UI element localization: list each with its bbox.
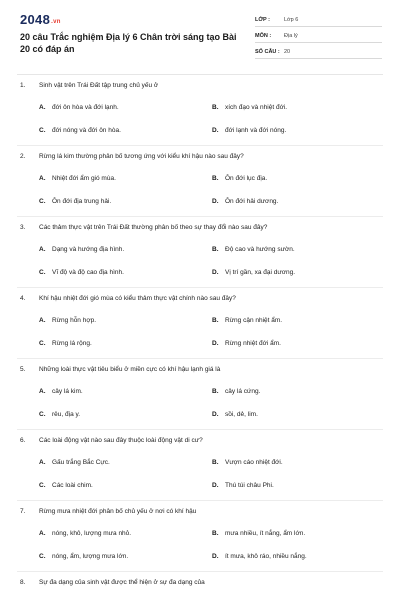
option-b[interactable] [212,388,260,395]
option-letter: D. [212,269,219,276]
option-text: Dạng và hướng địa hình. [52,246,125,253]
meta-grade-key: LỚP : [255,17,270,23]
option-text: ít mưa, khô ráo, nhiều nắng. [225,553,307,560]
meta-subject-value: Địa lý [284,33,298,39]
option-c[interactable] [39,269,124,276]
option-b[interactable] [212,459,283,466]
question-text [20,153,244,160]
option-d[interactable] [212,411,258,418]
option-a[interactable] [39,175,116,182]
option-c[interactable] [39,198,111,205]
option-b[interactable] [212,104,287,111]
logo-text: 2048 [20,12,51,27]
option-text: sồi, dẻ, lim. [225,411,258,418]
meta-grade [255,12,382,27]
meta-grade-value: Lớp 6 [284,17,299,23]
option-letter: C. [39,127,46,134]
option-d[interactable] [212,269,295,276]
question-number: 7. [20,508,26,515]
option-letter: C. [39,340,46,347]
option-text: đới ôn hòa và đới lạnh. [52,104,119,111]
option-d[interactable] [212,198,278,205]
question-prompt: Sinh vật trên Trái Đất tập trung chủ yếu ở [39,82,159,89]
question-prompt: Các thảm thực vật trên Trái Đất thường phân bố theo sự thay đổi nào sau đây? [39,224,268,231]
option-text: Vượn cáo nhiệt đới. [225,459,283,466]
option-letter: C. [39,198,46,205]
question-4 [0,295,400,370]
question-3 [0,224,400,299]
option-letter: B. [212,317,219,324]
option-letter: D. [212,553,219,560]
option-letter: D. [212,482,219,489]
option-d[interactable] [212,482,274,489]
option-text: Ôn đới hải dương. [225,198,279,205]
header-divider [17,74,383,75]
question-8 [0,579,400,597]
question-prompt: Rừng mưa nhiệt đới phân bố chủ yếu ở nơi có khí hậu [39,508,197,515]
option-b[interactable] [212,246,295,253]
question-prompt: Sự đa dạng của sinh vật được thể hiện ở sự đa dạng của [39,579,205,586]
question-1 [0,82,400,157]
option-text: Vị trí gần, xa đại dương. [225,269,296,276]
question-text [20,579,205,586]
option-c[interactable] [39,340,92,347]
quiz-title: 20 câu Trắc nghiệm Địa lý 6 Chân trời sáng tạo Bài 20 có đáp án [20,32,237,54]
option-text: Nhiệt đới ẩm gió mùa. [52,175,116,182]
option-text: Rừng nhiệt đới ẩm. [225,340,281,347]
option-c[interactable] [39,553,128,560]
option-text: xích đạo và nhiệt đới. [225,104,288,111]
option-a[interactable] [39,530,131,537]
option-text: Ôn đới lục địa. [225,175,268,182]
question-divider [17,287,383,288]
question-number: 6. [20,437,26,444]
option-text: Rừng cận nhiệt ẩm. [225,317,283,324]
option-text: cây lá kim. [52,388,83,395]
question-prompt: Khí hậu nhiệt đới gió mùa có kiểu thảm thực vật chính nào sau đây? [39,295,236,302]
option-text: đới lạnh và đới nóng. [225,127,287,134]
option-letter: D. [212,340,219,347]
question-text [20,224,267,231]
option-letter: C. [39,269,46,276]
question-7 [0,508,400,583]
option-letter: C. [39,482,46,489]
question-5 [0,366,400,441]
question-prompt: Những loài thực vật tiêu biểu ở miền cực có khí hậu lạnh giá là [39,366,221,373]
option-letter: A. [39,317,46,324]
option-letter: B. [212,104,219,111]
option-b[interactable] [212,317,282,324]
question-number: 2. [20,153,26,160]
question-text [20,366,220,373]
question-2 [0,153,400,228]
option-c[interactable] [39,127,121,134]
option-text: nóng, khô, lượng mưa nhỏ. [52,530,132,537]
option-text: Thú túi châu Phi. [225,482,274,489]
option-letter: B. [212,175,219,182]
question-text [20,437,203,444]
question-number: 4. [20,295,26,302]
option-letter: B. [212,246,219,253]
option-b[interactable] [212,530,305,537]
option-a[interactable] [39,388,83,395]
option-b[interactable] [212,175,267,182]
option-a[interactable] [39,104,119,111]
question-divider [17,571,383,572]
option-text: nóng, ẩm, lượng mưa lớn. [52,553,129,560]
option-a[interactable] [39,459,110,466]
question-number: 8. [20,579,26,586]
option-letter: A. [39,388,46,395]
meta-subject-key: MÔN : [255,33,272,39]
option-text: Rừng hỗn hợp. [52,317,97,324]
option-letter: D. [212,411,219,418]
option-c[interactable] [39,482,93,489]
option-text: rêu, địa y. [52,411,81,418]
option-text: Các loài chim. [52,482,93,489]
option-c[interactable] [39,411,80,418]
option-d[interactable] [212,553,307,560]
option-d[interactable] [212,340,281,347]
option-letter: C. [39,411,46,418]
meta-count-value: 20 [284,49,291,55]
question-prompt: Rừng lá kim thường phân bố tương ứng với kiểu khí hậu nào sau đây? [39,153,244,160]
option-letter: A. [39,530,46,537]
option-text: cây lá cứng. [225,388,261,395]
option-text: đới nóng và đới ôn hòa. [52,127,121,134]
option-a[interactable] [39,246,124,253]
question-number: 3. [20,224,26,231]
meta-subject [255,28,382,43]
question-text [20,508,196,515]
question-text [20,82,158,89]
question-divider [17,429,383,430]
site-logo[interactable] [20,12,61,27]
question-divider [17,216,383,217]
option-text: Gấu trắng Bắc Cực. [52,459,110,466]
question-divider [17,500,383,501]
option-text: Vĩ độ và độ cao địa hình. [52,269,124,276]
option-letter: B. [212,530,219,537]
question-divider [17,358,383,359]
option-letter: A. [39,459,46,466]
option-letter: A. [39,175,46,182]
option-letter: B. [212,388,219,395]
meta-count-key: SỐ CÂU : [255,49,280,55]
option-text: mưa nhiều, ít nắng, ẩm lớn. [225,530,306,537]
question-6 [0,437,400,512]
option-letter: B. [212,459,219,466]
quiz-header [0,0,400,76]
question-text [20,295,236,302]
option-letter: C. [39,553,46,560]
option-d[interactable] [212,127,286,134]
option-letter: A. [39,246,46,253]
logo-suffix: .vn [51,19,61,25]
meta-count [255,44,382,59]
option-text: Ôn đới địa trung hải. [52,198,112,205]
question-prompt: Các loài động vật nào sau đây thuộc loài động vật di cư? [39,437,203,444]
option-letter: A. [39,104,46,111]
option-a[interactable] [39,317,96,324]
option-text: Rừng lá rộng. [52,340,92,347]
question-number: 1. [20,82,26,89]
question-divider [17,145,383,146]
option-letter: D. [212,127,219,134]
option-letter: D. [212,198,219,205]
question-number: 5. [20,366,26,373]
option-text: Độ cao và hướng sườn. [225,246,295,253]
